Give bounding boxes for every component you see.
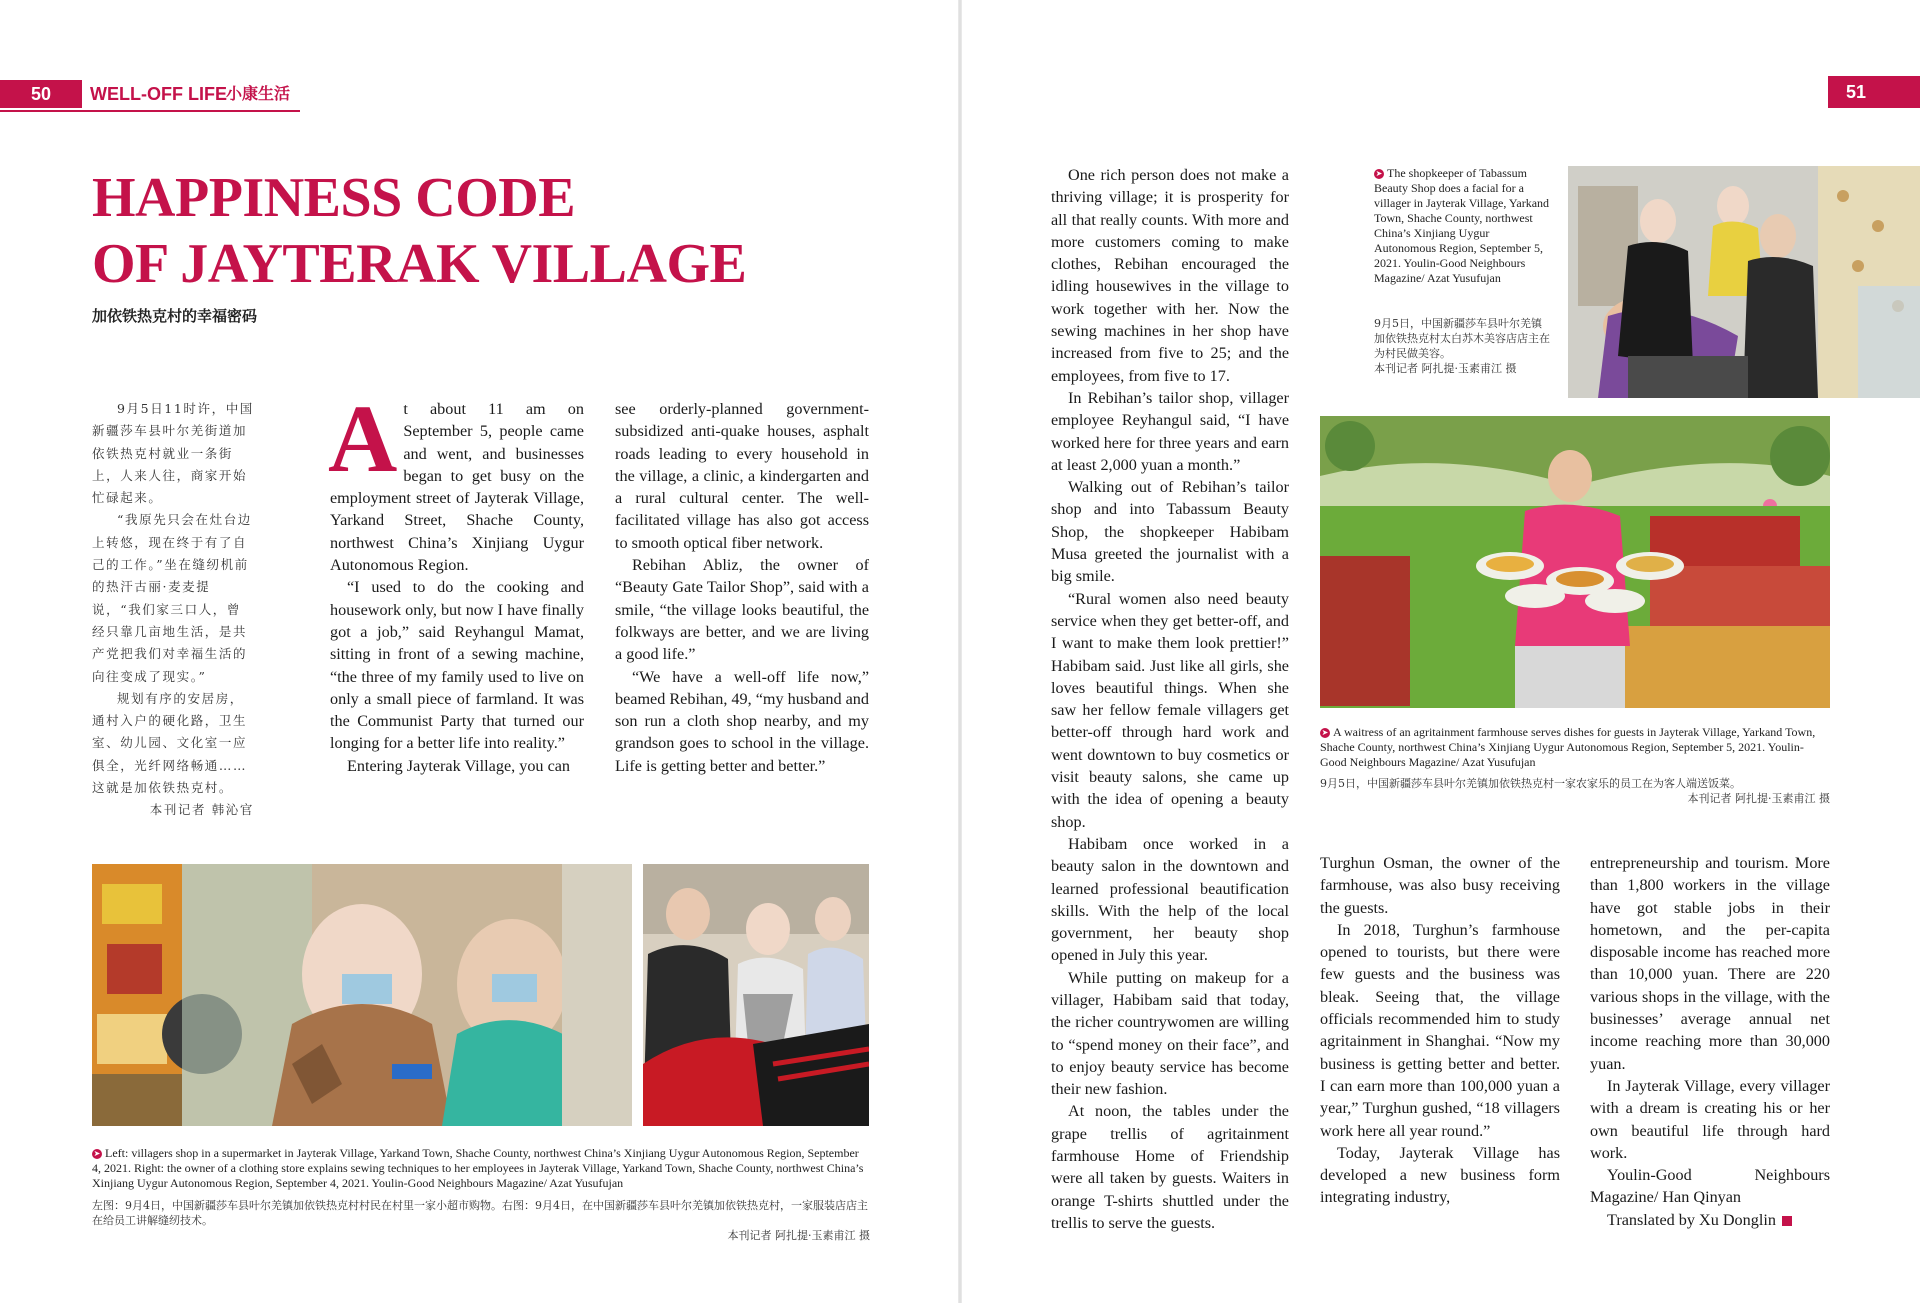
left-page-number: 50 [0,80,82,108]
caption-arrow-icon: ➤ [1375,169,1383,178]
caption-mid-right-zh [1320,776,1830,806]
paragraph: “Rural women also need beauty service when they get better-off, and I want to make them look prettier!” Habibam said. Just like all girls, she loves beautiful things. When she saw her fellow female villagers get better-off through hard work and went downtown to buy cosmetics or visit beauty salons, she came up with the idea of opening a beauty shop. [1051,589,1289,831]
caption-zh-text: 左图：9月4日，中国新疆莎车县叶尔羌镇加依铁热克村村民在村里一家小超市购物。右图：9月4日，在中国新疆莎车县叶尔羌镇加依铁热克村，一家服装店店主在给员工讲解缝纫技术。 [92,1199,868,1227]
summary-byline: 本刊记者 韩沁官 [149,802,254,818]
right-page-number: 51 [1828,76,1920,108]
caption-mid-right-en [1320,725,1830,770]
article-column-5 [1590,852,1830,1231]
paragraph: While putting on makeup for a villager, Habibam said that today, the richer countrywomen are willing to “spend money on their face”, and to enjoy beauty service has become their new fashion. [1051,968,1289,1099]
caption-text: Left: villagers shop in a supermarket in Jayterak Village, Yarkand Town, Shache County, northwest China’s Xinjiang Uygur Autonomous Region, September 4, 2021. Right: the owner of a clothing store explains sewing techniques to her employees in Jayterak Village, Yarkand Town, Shache County, northwest China’s Xinjiang Uygur Autonomous Region, September 4, 2021. Youlin-Good Neighbours Magazine/ Azat Yusufujan [92,1146,864,1190]
translator-credit: Translated by Xu Donglin [1607,1210,1776,1229]
photo-beauty-shop [1568,166,1920,398]
paragraph: In Rebihan’s tailor shop, villager employee Reyhangul said, “I have worked here for three years and earn at least 2,000 yuan a month.” [1051,388,1289,474]
paragraph: Today, Jayterak Village has developed a new business form integrating industry, [1320,1143,1560,1207]
summary-paragraph: “我原先只会在灶台边上转悠，现在终于有了自己的工作。”坐在缝纫机前的热汗古丽·麦麦提说，“我们家三口人，曾经只靠几亩地生活，是共产党把我们对幸福生活的向往变成了现实。” [92,512,252,684]
article-column-1 [328,385,584,777]
photo-credit: 本刊记者 阿扎提·玉素甫江 摄 [727,1229,870,1242]
paragraph: At noon, the tables under the grape trellis of agritainment farmhouse Home of Friendship were all taken by guests. Waiters in orange T-shirts shuttled under the trellis to serve the guests. [1051,1102,1289,1232]
photo-credit: 本刊记者 阿扎提·玉素甫江 摄 [1687,792,1830,805]
caption-arrow-icon: ➤ [93,1149,101,1158]
caption-text: A waitress of an agritainment farmhouse serves dishes for guests in Jayterak Village, Yarkand Town, Shache County, northwest China’s Xinjiang Uygur Autonomous Region, September 5, 2021. Youlin-Good Neighbours Magazine/ Azat Yusufujan [1320,725,1816,769]
photo-clothing-store [643,864,869,1126]
photo-supermarket [92,864,632,1126]
paragraph: One rich person does not make a thriving village; it is prosperity for all that really counts. With more and more customers coming to make clothes, Rebihan encouraged the idling housewives in the village to work together with her. Now the sewing machines in her shop have increased from five to 25; and the employees, from five to 17. [1051,166,1289,385]
paragraph: In Jayterak Village, every villager with a dream is creating his or her own beautiful life through hard work. [1590,1076,1830,1162]
article-column-4 [1320,852,1560,1209]
credit-line [1590,1209,1830,1231]
caption-top-right-zh [1374,316,1550,376]
caption-bottom-zh [92,1198,870,1243]
paragraph: “I used to do the cooking and housework only, but now I have finally got a job,” said Reyhangul Mamat, sitting in front of a sewing machine, “the three of my family used to live on only a small piece of farmland. It was the Communist Party that turned our longing for a better life into reality.” [330,578,584,753]
paragraph [328,385,584,576]
title-line-2: OF JAYTERAK VILLAGE [92,233,747,295]
photo-credit: 本刊记者 阿扎提·玉素甫江 摄 [1374,362,1517,375]
caption-top-right-en [1374,166,1550,286]
photo-clothing-store-image [643,864,869,1126]
caption-arrow-icon: ➤ [1321,728,1329,737]
article-column-2 [615,398,869,777]
summary-paragraph: 规划有序的安居房，通村入户的硬化路，卫生室、幼儿园、文化室一应俱全，光纤网络畅通……这就是加依铁热克村。 [92,690,248,796]
paragraph: Turghun Osman, the owner of the farmhouse, was also busy receiving the guests. [1320,854,1560,917]
paragraph: Entering Jayterak Village, you can [347,756,571,775]
page-gutter [958,0,962,1303]
photo-beauty-shop-image [1568,166,1920,398]
caption-zh-text: 9月5日，中国新疆莎车县叶尔羌镇加依铁热克村一家农家乐的员工在为客人端送饭菜。 [1320,777,1741,790]
photo-supermarket-image [92,864,632,1126]
paragraph: In 2018, Turghun’s farmhouse opened to tourists, but there were few guests and the business was bleak. Seeing that, the village officials recommended him to study agritainment in Shanghai. “Now my business is getting better and better. I can earn more than 100,000 yuan a year,” Turghun gushed, “18 villagers work here all year round.” [1320,920,1560,1140]
paragraph: see orderly-planned government-subsidized anti-quake houses, asphalt roads leading to every household in the village, a clinic, a kindergarten and a rural cultural center. The well-facilitated village has also got access to smooth optical fiber network. [615,400,869,552]
title-line-1: HAPPINESS CODE [92,167,576,229]
chinese-summary [92,398,254,822]
paragraph: Walking out of Rebihan’s tailor shop and into Tabassum Beauty Shop, the shopkeeper Habibam Musa greeted the journalist with a big smile. [1051,478,1289,586]
photo-farmhouse [1320,416,1830,708]
section-title-zh: 小康生活 [226,84,291,103]
caption-text: The shopkeeper of Tabassum Beauty Shop does a facial for a villager in Jayterak Village, Yarkand Town, Shache County, northwest China’s Xinjiang Uygur Autonomous Region, September 5, 2021. Youlin-Good Neighbours Magazine/ Azat Yusufujan [1374,166,1550,285]
credit-line: Youlin-Good Neighbours Magazine/ Han Qinyan [1590,1166,1830,1207]
section-title-en: WELL-OFF LIFE [90,84,227,104]
article-title [92,165,792,297]
caption-zh-text: 9月5日，中国新疆莎车县叶尔羌镇加依铁热克村太白苏木美容店店主在为村民做美容。 [1374,317,1550,360]
paragraph: Habibam once worked in a beauty salon in the downtown and learned professional beautification skills. With the help of the local government, her beauty shop opened in July this year. [1051,834,1289,965]
article-column-3 [1051,164,1289,1234]
drop-cap: A [328,385,398,492]
paragraph: Rebihan Abliz, the owner of “Beauty Gate Tailor Shop”, said with a smile, “the village looks beautiful, the folkways are better, and we are living a good life.” [615,556,869,664]
paragraph: entrepreneurship and tourism. More than 1,800 workers in the village have got stable jobs in their hometown, and the per-capita disposable income has reached more than 10,000 yuan. There are 220 various shops in the village, with the businesses’ average annual net income reaching more than 30,000 yuan. [1590,854,1830,1073]
caption-bottom-en [92,1146,870,1191]
paragraph: “We have a well-off life now,” beamed Rebihan, 49, “my husband and son run a cloth shop nearby, and my grandson goes to school in the village. Life is getting better and better.” [615,667,869,775]
summary-paragraph: 9月5日11时许，中国新疆莎车县叶尔羌街道加依铁热克村就业一条街上，人来人往，商家开始忙碌起来。 [92,401,254,506]
end-square-icon [1782,1216,1792,1226]
photo-farmhouse-image [1320,416,1830,708]
paragraph-text: t about 11 am on September 5, people came and went, and businesses began to get busy on the employment street of Jayterak Village, Yarkand Street, Shache County, northwest China’s Xinjiang Uygur Autonomous Region. [330,400,584,575]
article-subtitle-zh: 加依铁热克村的幸福密码 [92,307,258,325]
